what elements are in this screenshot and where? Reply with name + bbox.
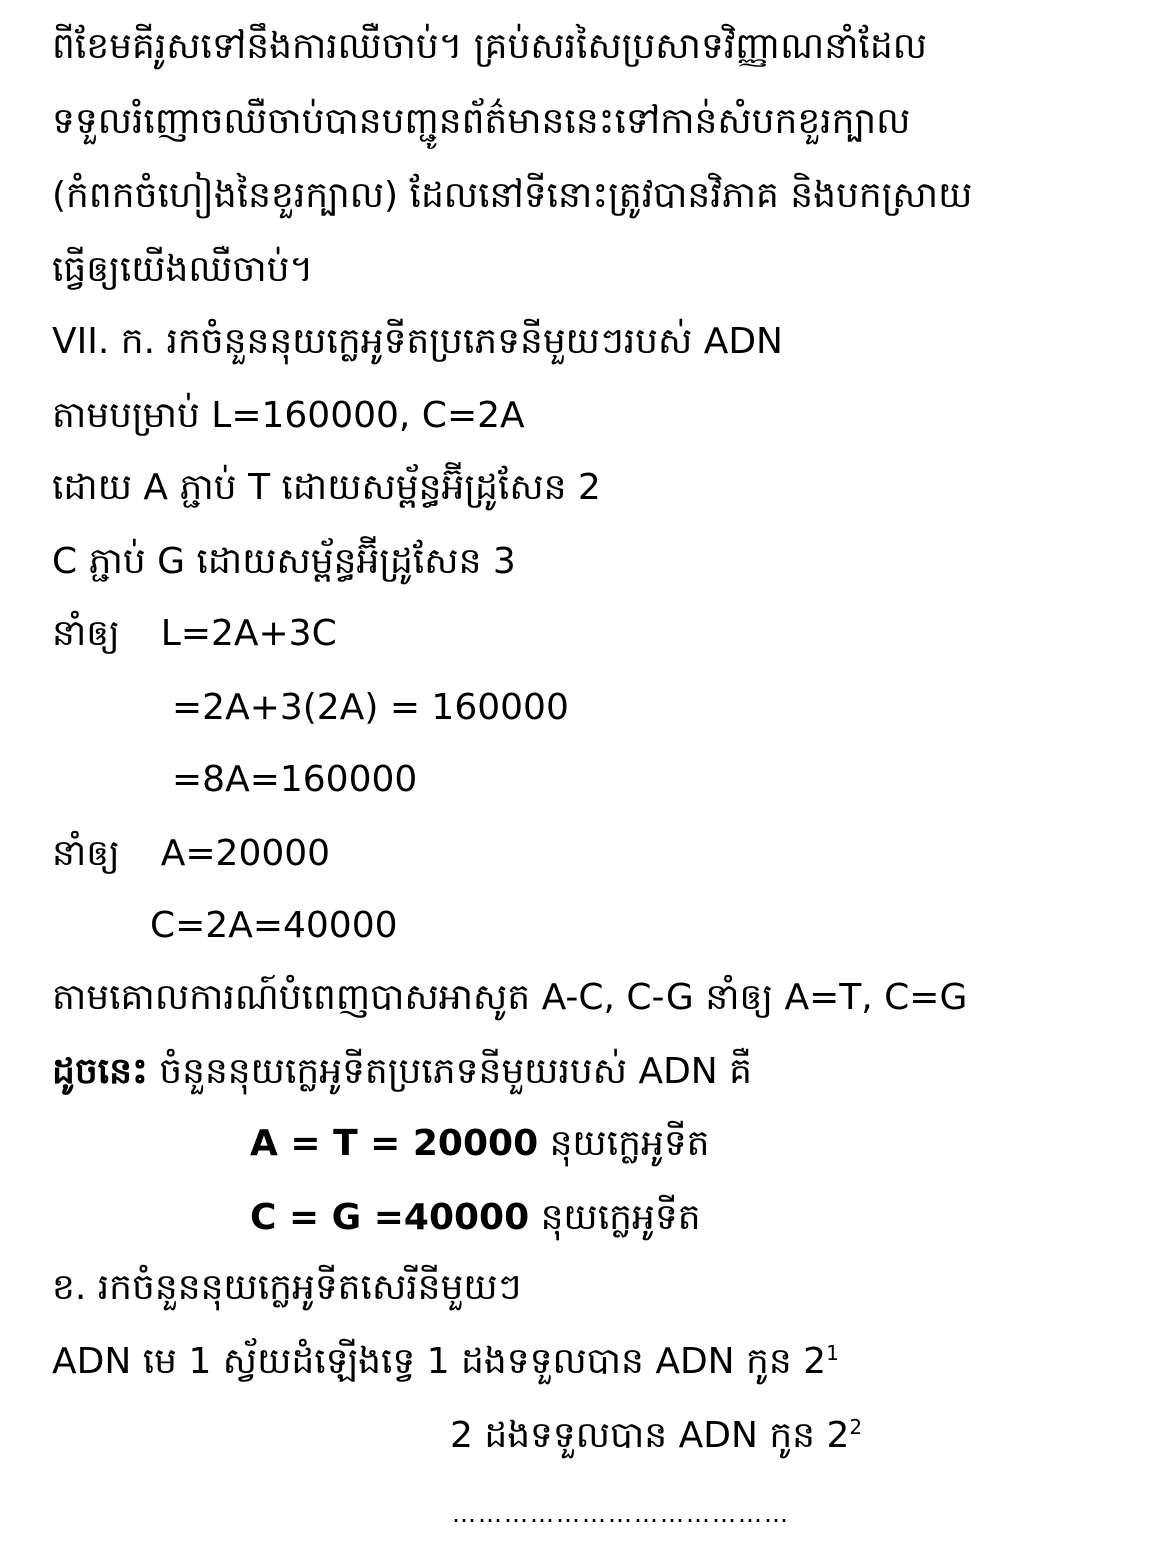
result-value: A = T = 20000 [250, 1123, 539, 1164]
at-bond-line: ដោយ A ភ្ជាប់ T ដោយសម្ព័ន្ធអ៊ីដ្រូសែន 2 [52, 467, 601, 508]
paragraph-line-4: ធ្វើឲ្យយើងឈឺចាប់។ [52, 249, 314, 290]
equation: L=2A+3C [160, 613, 337, 654]
continuation-dots: ………………………………… [452, 1500, 790, 1528]
result-unit: នុយក្លេអូទីត [538, 1123, 710, 1164]
replication-line-1 [52, 1340, 839, 1384]
paragraph-line-1: ពីខែមគីរូសទៅនឹងការឈឺចាប់។ គ្រប់សរសៃប្រសាទវិញ្ញាណនាំដែល [52, 26, 928, 67]
part-b-heading: ខ. រកចំនួននុយក្លេអូទីតសេរីនីមួយៗ [52, 1267, 522, 1308]
result-value: C = G =40000 [250, 1197, 530, 1238]
result-unit: នុយក្លេអូទីត [529, 1197, 701, 1238]
conclusion-text: ចំនួននុយក្លេអូទីតប្រភេទនីមួយរបស់ ADN គឺ [147, 1051, 753, 1092]
result-line-1 [250, 1122, 710, 1166]
paragraph-line-3: (កំពកចំហៀងនៃខួរក្បាល) ដែលនៅទីនោះត្រូវបានវិភាគ និងបកស្រាយ [52, 175, 973, 216]
equation-line-4 [52, 832, 330, 876]
equation-line-3: =8A=160000 [172, 759, 418, 800]
cg-bond-line: C ភ្ជាប់ G ដោយសម្ព័ន្ធអ៊ីដ្រូសែន 3 [52, 541, 516, 582]
given-line: តាមបម្រាប់ L=160000, C=2A [52, 395, 525, 436]
exponent: 1 [826, 1341, 839, 1365]
conclusion-line [52, 1050, 752, 1094]
equation-line-1 [52, 612, 337, 656]
equation-line-5: C=2A=40000 [150, 905, 398, 946]
lead-word: នាំឲ្យ [52, 613, 120, 654]
lead-word: នាំឲ្យ [52, 833, 120, 874]
exponent: 2 [849, 1415, 863, 1439]
principle-line: តាមគោលការណ៍បំពេញបាសអាសូត A-C, C-G នាំឲ្យ A=T, C=G [52, 977, 968, 1018]
result-line-2 [250, 1196, 701, 1240]
equation-line-2: =2A+3(2A) = 160000 [172, 687, 569, 728]
section-7-heading: VII. ក. រកចំនួននុយក្លេអូទីតប្រភេទនីមួយៗរបស់ ADN [52, 321, 783, 362]
replication-line-2 [450, 1414, 862, 1458]
paragraph-line-2: ទទួលរំញោចឈឺចាប់បានបញ្ជូនព័ត៌មាននេះទៅកាន់សំបកខួរក្បាល [52, 101, 911, 142]
conclusion-label: ដូចនេះ [52, 1051, 148, 1092]
replication-text: 2 ដងទទួលបាន ADN កូន 2 [450, 1415, 850, 1456]
equation: A=20000 [160, 833, 331, 874]
replication-text: ADN មេ 1 ស្វ័យដំឡើងទ្វេ 1 ដងទទួលបាន ADN កូន 2 [52, 1341, 827, 1382]
